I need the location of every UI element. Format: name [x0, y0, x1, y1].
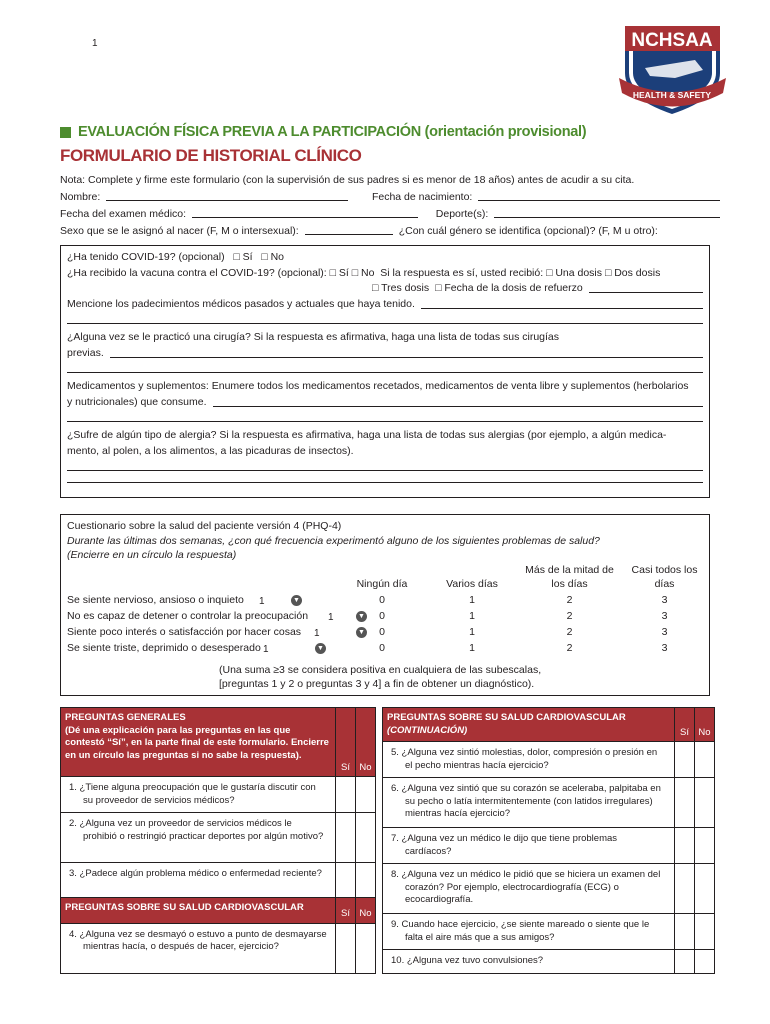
note: Nota: Complete y firme este formulario (con la supervisión de sus padres si es menor de 18 años) antes de acudir a su cita. [60, 174, 635, 186]
q6-yes-checkbox[interactable] [675, 778, 695, 828]
booster-date-field[interactable] [589, 281, 703, 293]
square-bullet-icon [60, 127, 71, 138]
q7-no-checkbox[interactable] [695, 828, 715, 864]
booster-checkbox[interactable]: □ [435, 282, 442, 294]
phq4-row-3-selected: 1 [263, 643, 269, 655]
form-header [60, 124, 720, 166]
phq4-col-1: Varios días [446, 577, 498, 590]
phq4-row-1: No es capaz de detener o controlar la preocupación 1 ▼ 0 1 2 3 [67, 609, 707, 625]
name-field[interactable] [106, 189, 348, 201]
exam-date-label: Fecha del examen médico: [60, 208, 187, 220]
general-yes-header: Sí [336, 708, 356, 777]
conditions-question: Mencione los padecimientos médicos pasados y actuales que haya tenido. [67, 297, 415, 310]
general-question-1: 1. ¿Tiene alguna preocupación que le gustaría discutir con su proveedor de servicios médicos? [61, 777, 336, 813]
q8-no-checkbox[interactable] [695, 864, 715, 914]
phq4-title: Cuestionario sobre la salud del paciente versión 4 (PHQ-4) [67, 520, 342, 532]
meds-field[interactable] [213, 395, 704, 407]
chevron-down-icon[interactable]: ▼ [291, 595, 302, 606]
q3-yes-checkbox[interactable] [336, 863, 356, 898]
covid-yes-checkbox[interactable]: □ [233, 251, 240, 263]
page-number: 1 [92, 38, 98, 49]
cardio-question-5: 5. ¿Alguna vez sintió molestias, dolor, compresión o presión en el pecho mientras hacía ejercicio? [383, 742, 675, 778]
general-questions-table: PREGUNTAS GENERALES (Dé una explicación para las preguntas en las que contestó “Sí”, en la parte final de este formulario. Encierre en un círculo las preguntas si no sabe la respuesta). Sí No 1. ¿Tiene alguna preocupación que le gustaría discutir con su proveedor de servicios médicos? 2. ¿Alguna vez un proveedor de servicios médicos le prohibió o restringió practicar deportes por algún motivo? 3. ¿Padece algún problema médico o enfermedad reciente? PREGUNTAS SOBRE SU SALUD CARDIOVASCULAR Sí No 4. ¿Alguna vez se desmayó o estuvo a punto de desmayarse mientras hacía, o después de hacer, ejercicio? [60, 707, 376, 974]
cardio-question-9: 9. Cuando hace ejercicio, ¿se siente mareado o siente que le falta el aire más que a sus amigos? [383, 914, 675, 950]
cardio-question-10: 10. ¿Alguna vez tuvo convulsiones? [383, 950, 675, 974]
covid-no-checkbox[interactable]: □ [261, 251, 268, 263]
cardio-header: PREGUNTAS SOBRE SU SALUD CARDIOVASCULAR (CONTINUACIÓN) [383, 708, 675, 742]
nchsaa-logo [615, 18, 730, 118]
q5-yes-checkbox[interactable] [675, 742, 695, 778]
phq4-row-3: Se siente triste, deprimido o desesperado 1 ▼ 0 1 2 3 [67, 641, 707, 657]
covid-row: ¿Ha tenido COVID-19? (opcional) □ Sí □ No [67, 251, 284, 263]
sports-field[interactable] [494, 206, 720, 218]
cardio-question-4: 4. ¿Alguna vez se desmayó o estuvo a punto de desmayarse mientras hacía, o después de hacer, ejercicio? [61, 923, 336, 973]
chevron-down-icon[interactable]: ▼ [356, 627, 367, 638]
q10-no-checkbox[interactable] [695, 950, 715, 974]
exam-date-field[interactable] [192, 206, 418, 218]
cardio-question-8: 8. ¿Alguna vez un médico le pidió que se hiciera un examen del corazón? Por ejemplo, electrocardiografía (ECG) o ecocardiografía. [383, 864, 675, 914]
cardio-question-7: 7. ¿Alguna vez un médico le dijo que tiene problemas cardíacos? [383, 828, 675, 864]
cardio-questions-table [382, 707, 715, 974]
q1-yes-checkbox[interactable] [336, 777, 356, 813]
phq4-instruction: Durante las últimas dos semanas, ¿con qué frecuencia experimentó alguno de los siguientes problemas de salud? (Encierre en un círculo la respuesta) [67, 534, 600, 561]
phq4-col-2: Más de la mitad de los días [525, 563, 614, 590]
dob-label: Fecha de nacimiento: [371, 191, 473, 203]
q2-yes-checkbox[interactable] [336, 813, 356, 863]
q3-no-checkbox[interactable] [356, 863, 376, 898]
phq4-grid [67, 563, 703, 690]
intro-section [60, 172, 720, 240]
phq4-footnote: (Una suma ≥3 se considera positiva en cualquiera de las subescalas, [preguntas 1 y 2 o preguntas 3 y 4] a fin de obtener un diagnóstico). [219, 663, 542, 690]
q7-yes-checkbox[interactable] [675, 828, 695, 864]
surgery-field[interactable] [110, 346, 703, 358]
q6-no-checkbox[interactable] [695, 778, 715, 828]
conditions-field-2[interactable] [67, 312, 703, 324]
form-subtitle: FORMULARIO DE HISTORIAL CLÍNICO [60, 146, 362, 165]
vaccine-row: ¿Ha recibido la vacuna contra el COVID-19? (opcional): □ Sí □ No Si la respuesta es sí, usted recibió: □ Una dosis □ Dos dosis [67, 266, 661, 279]
form-title: EVALUACIÓN FÍSICA PREVIA A LA PARTICIPACIÓN (orientación provisional) [60, 124, 720, 140]
general-header: PREGUNTAS GENERALES (Dé una explicación para las preguntas en las que contestó “Sí”, en la parte final de este formulario. Encierre en un círculo las preguntas si no sabe la respuesta). [61, 708, 336, 777]
logo-text: NCHSAA [631, 30, 713, 51]
q10-yes-checkbox[interactable] [675, 950, 695, 974]
chevron-down-icon[interactable]: ▼ [356, 611, 367, 622]
phq4-row-2-selected: 1 [314, 627, 320, 639]
chevron-down-icon[interactable]: ▼ [315, 643, 326, 654]
phq4-box [60, 514, 710, 696]
sports-label: Deporte(s): [435, 208, 489, 220]
meds-field-2[interactable] [67, 410, 703, 422]
allergy-field[interactable] [67, 459, 703, 471]
phq4-row-0: Se siente nervioso, ansioso o inquieto 1 ▼ 0 1 2 3 [67, 593, 707, 609]
logo-ribbon: HEALTH & SAFETY [632, 90, 712, 100]
general-question-2: 2. ¿Alguna vez un proveedor de servicios médicos le prohibió o restringió practicar deportes por algún motivo? [61, 813, 336, 863]
general-no-header: No [356, 708, 376, 777]
cardio-question-6: 6. ¿Alguna vez sintió que su corazón se aceleraba, palpitaba en su pecho o latía intermitentemente (con latidos irregulares) mientras hacía ejercicio? [383, 778, 675, 828]
allergy-field-2[interactable] [67, 471, 703, 483]
q9-yes-checkbox[interactable] [675, 914, 695, 950]
phq4-row-0-selected: 1 [259, 595, 265, 607]
general-question-3: 3. ¿Padece algún problema médico o enfermedad reciente? [61, 863, 336, 898]
cardio-yes-header: Sí [675, 708, 695, 742]
q8-yes-checkbox[interactable] [675, 864, 695, 914]
surgery-question: ¿Alguna vez se le practicó una cirugía? Si la respuesta es afirmativa, haga una lista de todas sus cirugías [67, 331, 560, 343]
question-tables [60, 707, 715, 974]
general-cardio-header: PREGUNTAS SOBRE SU SALUD CARDIOVASCULAR [61, 898, 336, 923]
vaccine-no-checkbox[interactable]: □ [351, 266, 359, 279]
q4-no-checkbox[interactable] [356, 923, 376, 973]
meds-question: Medicamentos y suplementos: Enumere todos los medicamentos recetados, medicamentos de venta libre y suplementos (herbolarios [67, 380, 689, 392]
two-doses-checkbox[interactable]: □ [604, 266, 612, 279]
phq4-col-3: Casi todos los días [631, 563, 698, 590]
three-doses-checkbox[interactable]: □ [372, 282, 379, 294]
q4-yes-checkbox[interactable] [336, 923, 356, 973]
cardio-no-header: No [695, 708, 715, 742]
gender-label: ¿Con cuál género se identifica (opcional)? (F, M u otro): [398, 225, 658, 237]
vaccine-row-2: □ Tres dosis □ Fecha de la dosis de refuerzo [67, 281, 703, 297]
dob-field[interactable] [478, 189, 720, 201]
q2-no-checkbox[interactable] [356, 813, 376, 863]
allergy-question: ¿Sufre de algún tipo de alergia? Si la respuesta es afirmativa, haga una lista de todas sus alergias (por ejemplo, a algún medica- [67, 429, 667, 441]
one-dose-checkbox[interactable]: □ [546, 266, 553, 279]
q1-no-checkbox[interactable] [356, 777, 376, 813]
q5-no-checkbox[interactable] [695, 742, 715, 778]
sex-label: Sexo que se le asignó al nacer (F, M o intersexual): [60, 225, 299, 237]
phq4-row-2: Siente poco interés o satisfacción por hacer cosas 1 ▼ 0 1 2 3 [67, 625, 707, 641]
phq4-col-0: Ningún día [356, 577, 408, 590]
conditions-field[interactable] [421, 297, 703, 309]
q9-no-checkbox[interactable] [695, 914, 715, 950]
sex-field[interactable] [305, 223, 393, 235]
surgery-field-2[interactable] [67, 361, 703, 373]
vaccine-yes-checkbox[interactable]: □ [329, 266, 336, 279]
name-label: Nombre: [60, 191, 101, 203]
phq4-rows [67, 593, 707, 657]
phq4-row-1-selected: 1 [328, 611, 334, 623]
medical-history-box: ¿Ha tenido COVID-19? (opcional) □ Sí □ No ¿Ha recibido la vacuna contra el COVID-19? (opcional): □ Sí □ No Si la respuesta es sí, usted recibió: □ Una dosis □ Dos dosis □ Tres dosis □ Fecha de la dosis de refuerzo Mencione los padecimientos médicos pasados y actuales que haya tenido. ¿Alguna vez se le practicó una cirugía? Si la respuesta es afirmativa, haga una lista de todas sus cirugías previas. Medicamentos y suplementos: Enumere todos los medicamentos recetados, medicamentos de venta libre y suplementos (herbolarios y nutricionales) que consume. ¿Sufre de algún tipo de alergia? Si la respuesta es afirmativa, haga una lista de todas sus alergias (por ejemplo, a algún medica- mento, al polen, a los alimentos, a las picaduras de insectos). [60, 245, 710, 498]
